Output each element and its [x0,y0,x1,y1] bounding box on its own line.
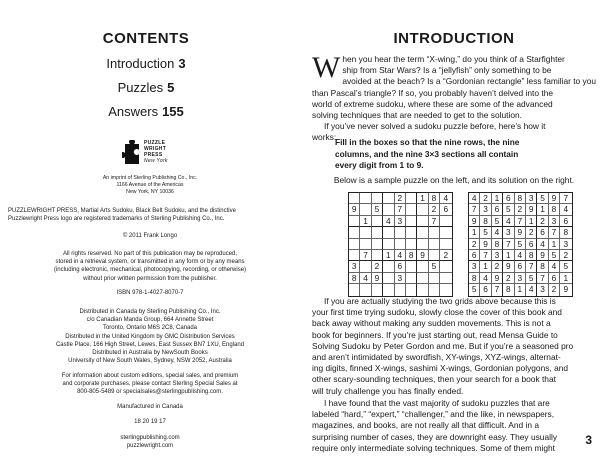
grid-cell: 8 [549,204,560,215]
isbn-line: ISBN 978-1-4027-8070-7 [116,290,184,296]
toc-page: 3 [178,56,186,71]
sample-puzzle-grid [348,192,453,297]
grid-cell: 6 [469,250,480,261]
intro-paragraph-2: If you’ve never solved a sudoku puzzle before, here’s how it works: [312,121,546,143]
grid-cell [406,216,417,227]
solution-grid [468,192,573,297]
grid-cell: 4 [526,284,537,295]
grid-cell: 8 [537,261,548,272]
grid-cell [360,193,371,204]
grid-cell [372,239,383,250]
grid-cell [440,227,451,238]
puzzle-piece-icon [122,140,142,168]
grid-cell: 4 [383,216,394,227]
grid-cell: 9 [417,250,428,261]
grid-cell: 4 [469,193,480,204]
grid-cell: 3 [549,216,560,227]
toc-item-introduction[interactable] [0,56,292,71]
grid-cell: 1 [503,250,514,261]
toc-page: 5 [167,80,175,95]
intro-paragraph-1: W hen you hear the term “X-wing,” do you think of a Starfighter ship from Star Wars? Is a “jellyfish” only something to be avoided at the beach? Is a “Gordonian rectangle” less familiar to you than Pascal’s triangle? If so, you probably haven’t delved into the world of extreme sudoku, where these are some of the advanced solving techniques that are needed to get to the solution. [312,51,597,121]
grid-cell [360,284,371,295]
grid-cell: 6 [560,216,571,227]
grid-cell [406,284,417,295]
grid-cell: 2 [429,204,440,215]
grid-cell [406,204,417,215]
grid-cell: 9 [469,216,480,227]
grid-cell [429,284,440,295]
grid-cell [417,239,428,250]
grid-cell [383,239,394,250]
grid-cell [372,250,383,261]
grid-cell: 5 [526,273,537,284]
grid-cell: 8 [515,193,526,204]
logo-text: PUZZLE WRIGHT PRESS New York [144,140,168,164]
toc-item-answers[interactable] [0,104,292,119]
grid-cell: 8 [349,273,360,284]
intro-paragraph-3: If you are actually studying the two grids above because this is your first time trying sudoku, slowly close the cover of this book and back away without making any sudden movements. This is not a book for beginners. If you’re just starting out, read Mensa Guide to Solving Sudoku by Peter Gordon and me. But if you’re a seasoned pro and aren’t intimidated by swordfish, XY-wings, XYZ-wings, alternat- ing digits, finned X-wings, sashimi X-wings, Gordonian polygons, and other scary-sounding techniques, then your search for a book that will truly challenge you has finally ended. [312,296,574,396]
grid-cell [417,216,428,227]
instructions-block: Fill in the boxes so that the nine rows, the nine columns, and the nine 3×3 sections all contain every digit from 1 to 9. [335,137,520,170]
grid-cell: 6 [492,204,503,215]
grid-cell: 5 [560,261,571,272]
copyright-line: © 2011 Frank Longo [122,233,178,239]
grid-cell [349,284,360,295]
grid-cell: 3 [560,239,571,250]
contents-title: CONTENTS [102,30,190,47]
manufactured-line: Manufactured in Canada [117,404,183,410]
grid-cell: 5 [469,284,480,295]
grid-cell: 7 [526,261,537,272]
grid-cell [360,261,371,272]
grid-cell: 7 [492,284,503,295]
toc-label: Puzzles [117,80,164,95]
grid-cell: 8 [492,239,503,250]
grid-cell [349,216,360,227]
grid-cell [417,261,428,272]
grid-cell [406,261,417,272]
grid-cell [406,239,417,250]
grid-cell: 7 [503,239,514,250]
grid-cell: 1 [480,261,491,272]
grid-cell: 8 [480,216,491,227]
grid-cell: 4 [560,204,571,215]
grid-cell: 2 [503,273,514,284]
grid-cell: 2 [372,261,383,272]
toc-label: Answers [108,104,159,119]
grid-cell: 7 [560,193,571,204]
intro-paragraph-4: I have found that the vast majority of sudoku puzzles that are labeled “hard,” “expert,” “challenger,” and the like, in newspapers, magazines, and books, are not really all that difficult. And in a surprising number of cases, they are downright easy. They usually require only intermediate solving techniques. Some of them might [312,398,558,453]
grid-cell: 7 [537,273,548,284]
grid-cell: 2 [480,193,491,204]
grid-cell: 9 [349,204,360,215]
grid-cell [406,193,417,204]
grid-cell: 4 [537,239,548,250]
grid-cell [417,273,428,284]
grid-cell: 6 [480,284,491,295]
grid-cell: 9 [549,193,560,204]
grid-cell [383,261,394,272]
grid-cell [383,284,394,295]
grid-cell: 7 [515,216,526,227]
grid-cell: 8 [526,250,537,261]
grid-cell: 3 [349,261,360,272]
toc-item-puzzles[interactable] [0,80,292,95]
grid-cell: 6 [537,227,548,238]
grid-cell: 3 [526,193,537,204]
grid-cell: 4 [395,250,406,261]
grid-cell: 7 [395,204,406,215]
grid-cell: 1 [417,193,428,204]
grid-cell: 9 [526,204,537,215]
grid-cell: 3 [515,273,526,284]
grid-cell: 2 [515,204,526,215]
grid-cell: 4 [503,216,514,227]
grid-cell: 8 [469,273,480,284]
grid-cell: 3 [537,284,548,295]
websites [8,434,292,450]
grid-cell: 9 [480,239,491,250]
grid-cell: 3 [492,250,503,261]
toc-page: 155 [162,104,184,119]
publisher-logo [122,140,182,172]
page-number: 3 [585,433,592,447]
grid-cell [383,227,394,238]
grid-cell [372,216,383,227]
right-page [308,0,600,461]
toc-label: Introduction [106,56,175,71]
grid-cell: 6 [440,204,451,215]
grid-cell: 6 [503,193,514,204]
grid-cell: 1 [549,239,560,250]
grid-cell: 9 [503,261,514,272]
grid-cell: 8 [429,193,440,204]
grid-cell [383,204,394,215]
grid-cell: 7 [549,227,560,238]
grid-cell: 7 [429,216,440,227]
grid-cell: 8 [560,227,571,238]
grid-cell: 5 [492,216,503,227]
grid-cell [372,227,383,238]
grid-cell: 5 [372,204,383,215]
grid-cell: 1 [383,250,394,261]
grid-cell: 8 [406,250,417,261]
grid-cell: 5 [429,261,440,272]
grid-cell [383,193,394,204]
grid-cell: 2 [395,193,406,204]
trademark-notice: PUZZLEWRIGHT PRESS, Martial Arts Sudoku, Black Belt Sudoku, and the distinctive Puzzlewright Press logo are registered trademarks of Sterling Publishing Co., Inc. [8,208,236,223]
grid-cell: 2 [526,227,537,238]
grid-cell: 9 [537,250,548,261]
grid-cell [349,239,360,250]
grid-cell [406,273,417,284]
website-link-puzzlewright[interactable]: puzzlewright.com [126,443,174,450]
printing-line: 18 20 19 17 [134,419,166,425]
website-link-sterling[interactable]: sterlingpublishing.com [120,435,180,441]
grid-cell [360,239,371,250]
grid-cell: 6 [549,273,560,284]
grid-cell [349,250,360,261]
grid-cell [349,193,360,204]
grid-cell: 2 [560,250,571,261]
grid-cell: 2 [440,250,451,261]
grid-cell: 5 [549,250,560,261]
introduction-title: INTRODUCTION [393,30,515,47]
grid-cell: 1 [492,193,503,204]
grid-cell: 3 [395,273,406,284]
sales-info: For information about custom editions, special sales, and premium and corporate purchases, please contact Sterling Special Sales at 800-805-5489 or specialsales@sterlingpublishing.com. [61,373,239,396]
grid-cell: 3 [395,216,406,227]
grid-cell: 1 [537,204,548,215]
grid-cell [372,193,383,204]
imprint-block: An imprint of Sterling Publishing Co., Inc. 1166 Avenue of the Americas New York, NY 10036 [102,175,198,195]
grid-cell: 7 [480,250,491,261]
grid-cell: 3 [503,227,514,238]
grid-cell [360,204,371,215]
grid-cell: 6 [526,239,537,250]
grid-cell [429,239,440,250]
grid-cell [440,239,451,250]
left-page [0,0,292,461]
grid-cell [429,250,440,261]
grid-cell: 7 [360,250,371,261]
grid-cell: 9 [515,227,526,238]
grid-cell [417,227,428,238]
grid-cell: 1 [469,227,480,238]
grid-cell: 2 [469,239,480,250]
grid-cell: 7 [469,204,480,215]
grid-cell: 4 [440,193,451,204]
grid-cell [429,227,440,238]
grid-cell [395,284,406,295]
grid-cell [429,273,440,284]
grid-cell: 4 [549,261,560,272]
grid-cell [395,239,406,250]
grid-cell [440,261,451,272]
grid-cell [440,216,451,227]
grid-cell: 3 [480,204,491,215]
grid-cell: 1 [360,216,371,227]
grid-cell: 1 [526,216,537,227]
grid-cell: 6 [395,261,406,272]
grid-cell: 4 [480,273,491,284]
grid-cell [383,273,394,284]
grid-cell: 5 [515,239,526,250]
grid-cell [360,227,371,238]
grid-cell: 5 [480,227,491,238]
grid-cell: 1 [560,273,571,284]
grid-cell: 6 [515,261,526,272]
grid-cell: 8 [503,284,514,295]
distribution-block: Distributed in Canada by Sterling Publishing Co., Inc. c/o Canadian Manda Group, 664 Annette Street Toronto, Ontario M6S 2C8, Canada Distributed in the United Kingdom by GMC Distribution Services Castle Place, 166 High Street, Lewes, East Sussex BN7 1XU, England Distributed in Australia by NewSouth Books University of New South Wales, Sydney, NSW 2052, Australia [55,309,245,365]
grid-cell [417,284,428,295]
grid-cell: 2 [492,261,503,272]
grid-cell [406,227,417,238]
grid-cell [349,227,360,238]
grid-cell: 3 [469,261,480,272]
grid-cell: 5 [537,193,548,204]
grid-cell [440,284,451,295]
grid-cell [417,204,428,215]
grid-cell [395,227,406,238]
grid-cell [372,284,383,295]
grid-cell: 9 [372,273,383,284]
grid-cell: 2 [549,284,560,295]
dropcap: W [312,51,341,84]
sample-caption: Below is a sample puzzle on the left, and its solution on the right. [333,175,575,185]
rights-notice: All rights reserved. No part of this publication may be reproduced, stored in a retrieval system, or transmitted in any form or by any means (including electronic, mechanical, photocopying, recording, or otherwise) without prior written permission from the publisher. [53,251,247,282]
grid-cell: 4 [492,227,503,238]
grid-cell: 9 [492,273,503,284]
grid-cell: 5 [503,204,514,215]
grid-cell [440,273,451,284]
grid-cell: 2 [537,216,548,227]
grid-cell: 9 [563,284,569,295]
grid-cell: 1 [515,284,526,295]
grid-cell: 4 [515,250,526,261]
grid-cell: 4 [360,273,371,284]
